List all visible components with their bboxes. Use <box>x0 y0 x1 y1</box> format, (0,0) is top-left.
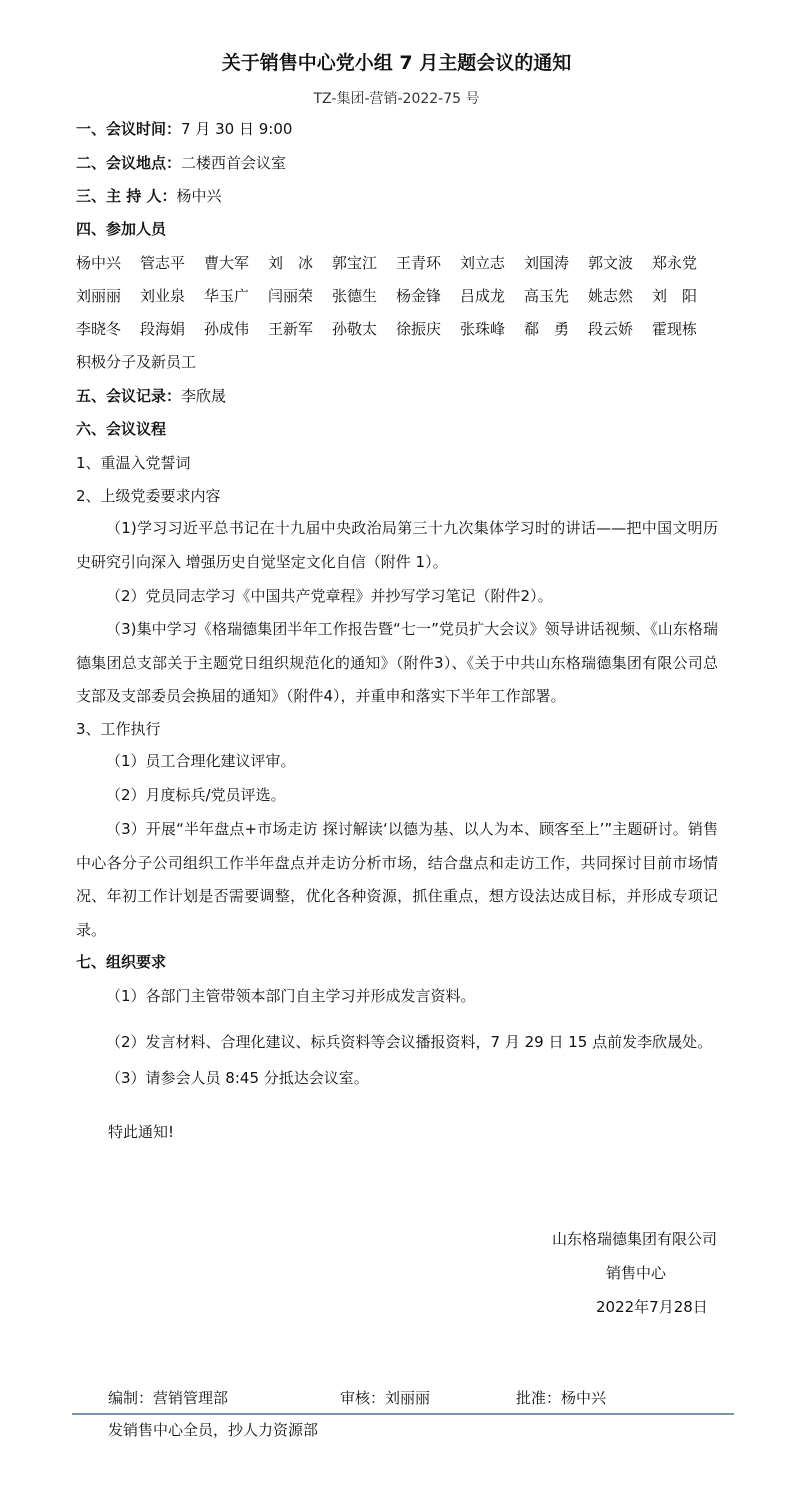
meeting-location-value: 二楼西首会议室 <box>181 154 287 172</box>
meeting-host-label: 三、主 持 人： <box>76 187 177 205</box>
attendee: 杨金锋 <box>396 287 442 305</box>
agenda-item-1: 1、重温入党誓词 <box>76 454 191 472</box>
meeting-time-value: 7 月 30 日 9:00 <box>181 120 293 138</box>
attendees-heading: 四、参加人员 <box>76 220 167 238</box>
attendee: 张珠峰 <box>460 320 506 338</box>
meeting-location-label: 二、会议地点： <box>76 154 182 172</box>
closing-text: 特此通知! <box>108 1123 175 1141</box>
attendees-row-1 <box>76 253 716 273</box>
attendee: 徐振庆 <box>396 320 442 338</box>
attendee: 孙成伟 <box>204 320 250 338</box>
requirement-1: （1）各部门主管带领本部门自主学习并形成发言资料。 <box>106 987 476 1005</box>
attendee: 刘国涛 <box>524 254 570 272</box>
attendee: 刘丽丽 <box>76 287 122 305</box>
attendee: 曹大军 <box>204 254 250 272</box>
attendee: 段云娇 <box>588 320 634 338</box>
meeting-time <box>76 119 292 139</box>
agenda-item-2: 2、上级党委要求内容 <box>76 487 221 505</box>
agenda-3-item-2: （2）月度标兵/党员评选。 <box>106 786 286 804</box>
attendees-row-2 <box>76 286 716 306</box>
attendee: 吕成龙 <box>460 287 506 305</box>
footer-approver: 批准：杨中兴 <box>516 1389 607 1407</box>
footer-reviewer: 审核：刘丽丽 <box>340 1389 431 1407</box>
requirement-3: （3）请参会人员 8:45 分抵达会议室。 <box>106 1069 369 1087</box>
signature-department: 销售中心 <box>606 1264 667 1282</box>
attendee: 李晓冬 <box>76 320 122 338</box>
meeting-recorder-value: 李欣晟 <box>181 387 227 405</box>
attendees-extra: 积极分子及新员工 <box>76 353 197 371</box>
document-title: 关于销售中心党小组 7 月主题会议的通知 <box>221 52 572 74</box>
footer-divider <box>72 1413 734 1415</box>
meeting-host <box>76 186 221 206</box>
attendee: 刘业泉 <box>140 287 186 305</box>
attendee: 霍现栋 <box>652 320 698 338</box>
attendee: 刘 冰 <box>268 254 314 272</box>
agenda-3-item-1: （1）员工合理化建议评审。 <box>106 752 296 770</box>
attendee: 郗 勇 <box>524 320 570 338</box>
footer-editor: 编制：营销管理部 <box>108 1389 229 1407</box>
attendee: 孙敬太 <box>332 320 378 338</box>
meeting-recorder <box>76 386 226 406</box>
attendees-row-3 <box>76 319 716 339</box>
agenda-2-item-3: （3)集中学习《格瑞德集团半年工作报告暨“七一”党员扩大会议》领导讲话视频、《山东格瑞德集团总支部关于主题党日组织规范化的通知》（附件3）、《关于中共山东格瑞德集团有限公司总支部及支部委员会换届的通知》（附件4），并重申和落实下半年工作部署。 <box>76 620 718 705</box>
requirement-2: （2）发言材料、合理化建议、标兵资料等会议播报资料，7 月 29 日 15 点前发李欣晟处。 <box>106 1033 713 1051</box>
attendee: 闫丽荣 <box>268 287 314 305</box>
signature-date: 2022年7月28日 <box>596 1298 708 1316</box>
meeting-location <box>76 153 286 173</box>
attendee: 郭文波 <box>588 254 634 272</box>
attendee: 郭宝江 <box>332 254 378 272</box>
attendee: 杨中兴 <box>76 254 122 272</box>
meeting-time-label: 一、会议时间： <box>76 120 182 138</box>
agenda-2-item-2: （2）党员同志学习《中国共产党章程》并抄写学习笔记（附件2）。 <box>106 587 553 605</box>
attendee: 高玉先 <box>524 287 570 305</box>
attendee: 刘立志 <box>460 254 506 272</box>
attendee: 郑永党 <box>652 254 698 272</box>
requirements-heading: 七、组织要求 <box>76 953 167 971</box>
signature-company: 山东格瑞德集团有限公司 <box>551 1230 717 1248</box>
attendee: 姚志然 <box>588 287 634 305</box>
footer-distribution: 发销售中心全员，抄人力资源部 <box>108 1421 319 1439</box>
attendee: 华玉广 <box>204 287 250 305</box>
agenda-3-item-3: （3）开展“半年盘点+市场走访 探讨解读‘以德为基、以人为本、顾客至上’”主题研讨。销售中心各分子公司组织工作半年盘点并走访分析市场，结合盘点和走访工作，共同探讨目前市场情况、年初工作计划是否需要调整，优化各种资源，抓住重点，想方设法达成目标，并形成专项记录。 <box>76 820 718 939</box>
attendee: 张德生 <box>332 287 378 305</box>
attendee: 刘 阳 <box>652 287 698 305</box>
agenda-2-item-1: （1)学习习近平总书记在十九届中央政治局第三十九次集体学习时的讲话——把中国文明历史研究引向深入 增强历史自觉坚定文化自信（附件 1）。 <box>76 519 718 571</box>
meeting-recorder-label: 五、会议记录： <box>76 387 182 405</box>
agenda-heading: 六、会议议程 <box>76 420 167 438</box>
meeting-host-value: 杨中兴 <box>176 187 222 205</box>
document-number: TZ-集团-营销-2022-75 号 <box>313 91 480 107</box>
attendee: 管志平 <box>140 254 186 272</box>
agenda-item-3: 3、工作执行 <box>76 720 161 738</box>
attendee: 王青环 <box>396 254 442 272</box>
attendee: 段海娟 <box>140 320 186 338</box>
attendee: 王新军 <box>268 320 314 338</box>
